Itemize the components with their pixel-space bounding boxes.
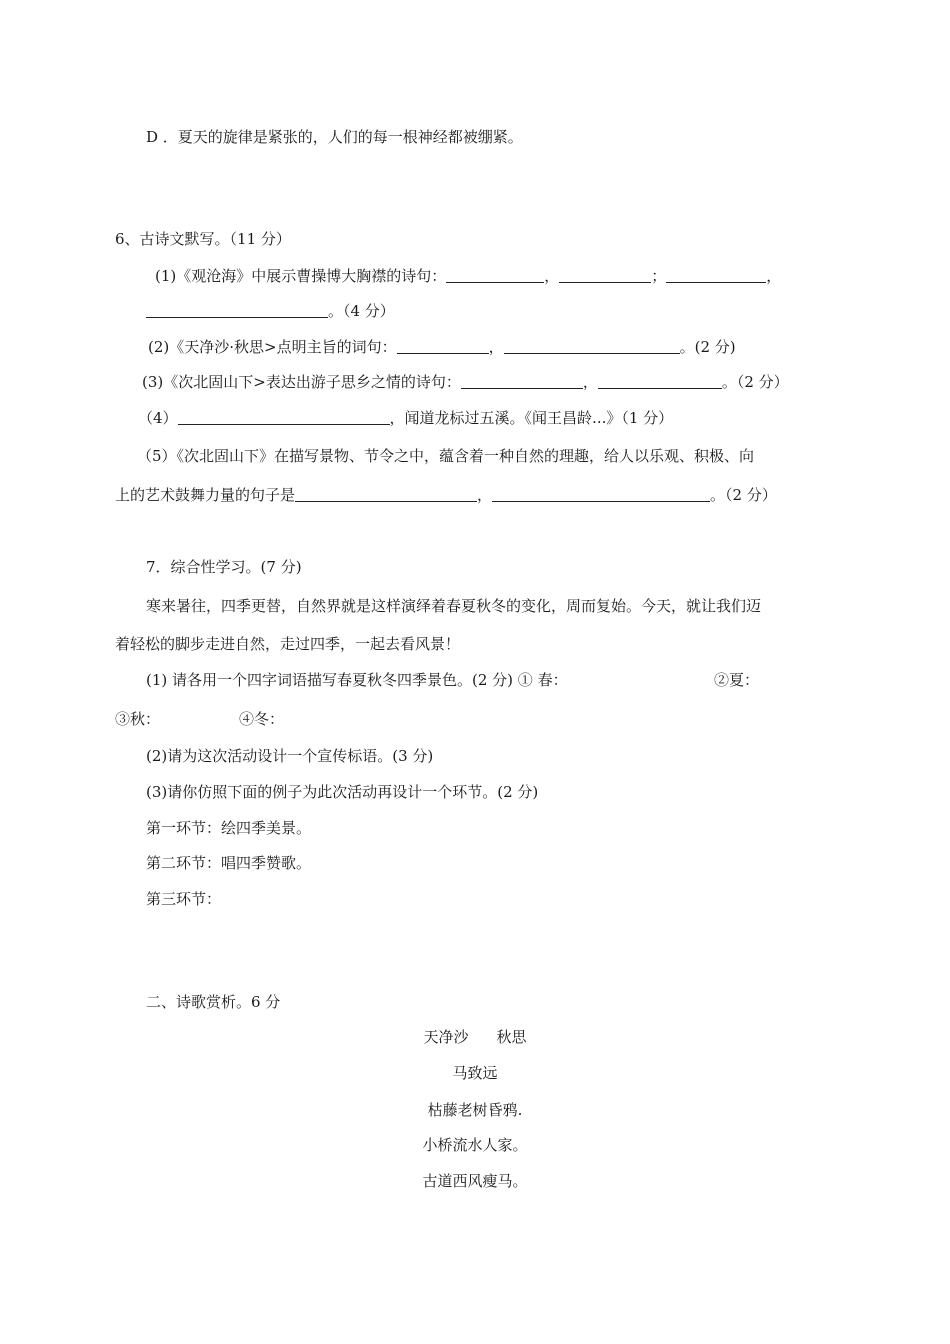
q7-intro-cont: 着轻松的脚步走进自然，走过四季，一起去看风景！ [115, 635, 461, 653]
q7-step-1: 第一环节：绘四季美景。 [146, 819, 312, 837]
answer-blank[interactable] [295, 485, 477, 502]
q6-item-3-prompt: (3)《次北固山下>表达出游子思乡之情的诗句： [142, 373, 461, 391]
answer-blank[interactable] [666, 266, 766, 283]
q7-step-2: 第二环节：唱四季赞歌。 [146, 854, 312, 872]
poem-title-a: 天净沙 [423, 1028, 469, 1046]
q6-item-4: （4） ，闻道龙标过五溪。《闻王昌龄...》（1 分） [138, 409, 674, 427]
q7-step-3: 第三环节： [146, 890, 222, 908]
part-2-title: 二、诗歌赏析。6 分 [146, 993, 281, 1011]
answer-blank[interactable] [146, 301, 328, 318]
q6-item-1: (1)《观沧海》中展示曹操博大胸襟的诗句： ， ； ， [155, 267, 782, 285]
answer-blank[interactable] [598, 372, 722, 389]
q7-sub-1: (1) 请各用一个四字词语描写春夏秋冬四季景色。(2 分) ① 春： [146, 671, 568, 689]
q7-sub-3: (3)请你仿照下面的例子为此次活动再设计一个环节。(2 分) [146, 783, 539, 801]
q6-item-1-cont: 。（4 分） [146, 301, 395, 321]
answer-blank[interactable] [446, 266, 544, 283]
q6-item-5: （5）《次北固山下》在描写景物、节令之中，蕴含着一种自然的理趣，给人以乐观、积极、向 [137, 447, 755, 465]
q6-item-2: (2)《天净沙·秋思>点明主旨的词句： ， 。(2 分) [148, 338, 736, 356]
q7-sub-1-summer: ②夏： [714, 671, 760, 689]
option-d: D ．夏天的旋律是紧张的，人们的每一根神经都被绷紧。 [146, 128, 523, 146]
poem-line: 小桥流水人家。 [422, 1136, 528, 1154]
q7-sub-1-autumn: ③秋： [115, 710, 161, 728]
answer-blank[interactable] [492, 485, 710, 502]
poem-author: 马致远 [452, 1064, 498, 1082]
q7-sub-1-winter: ④冬： [239, 710, 285, 728]
poem-line: 枯藤老树昏鸦. [427, 1101, 523, 1119]
q6-item-5-cont: 上的艺术鼓舞力量的句子是 ， 。（2 分） [115, 486, 777, 504]
answer-blank[interactable] [559, 266, 651, 283]
poem-title [0, 1027, 950, 1047]
q6-item-3: (3)《次北固山下>表达出游子思乡之情的诗句： ， 。（2 分） [142, 373, 789, 391]
answer-blank[interactable] [178, 408, 390, 425]
q6-item-2-prompt: (2)《天净沙·秋思>点明主旨的词句： [148, 338, 397, 356]
poem-line: 古道西风瘦马。 [422, 1172, 528, 1190]
q7-intro: 寒来暑往，四季更替，自然界就是这样演绎着春夏秋冬的变化，周而复始。今天，就让我们迈 [146, 597, 762, 615]
answer-blank[interactable] [461, 372, 583, 389]
q7-sub-2: (2)请为这次活动设计一个宣传标语。(3 分) [146, 747, 434, 765]
q7-title: 7．综合性学习。(7 分) [146, 558, 302, 576]
q6-title: 6、古诗文默写。（11 分） [115, 230, 291, 248]
answer-blank[interactable] [397, 337, 489, 354]
q6-item-1-prompt: (1)《观沧海》中展示曹操博大胸襟的诗句： [155, 267, 447, 285]
answer-blank[interactable] [504, 337, 680, 354]
poem-title-b: 秋思 [496, 1028, 527, 1046]
